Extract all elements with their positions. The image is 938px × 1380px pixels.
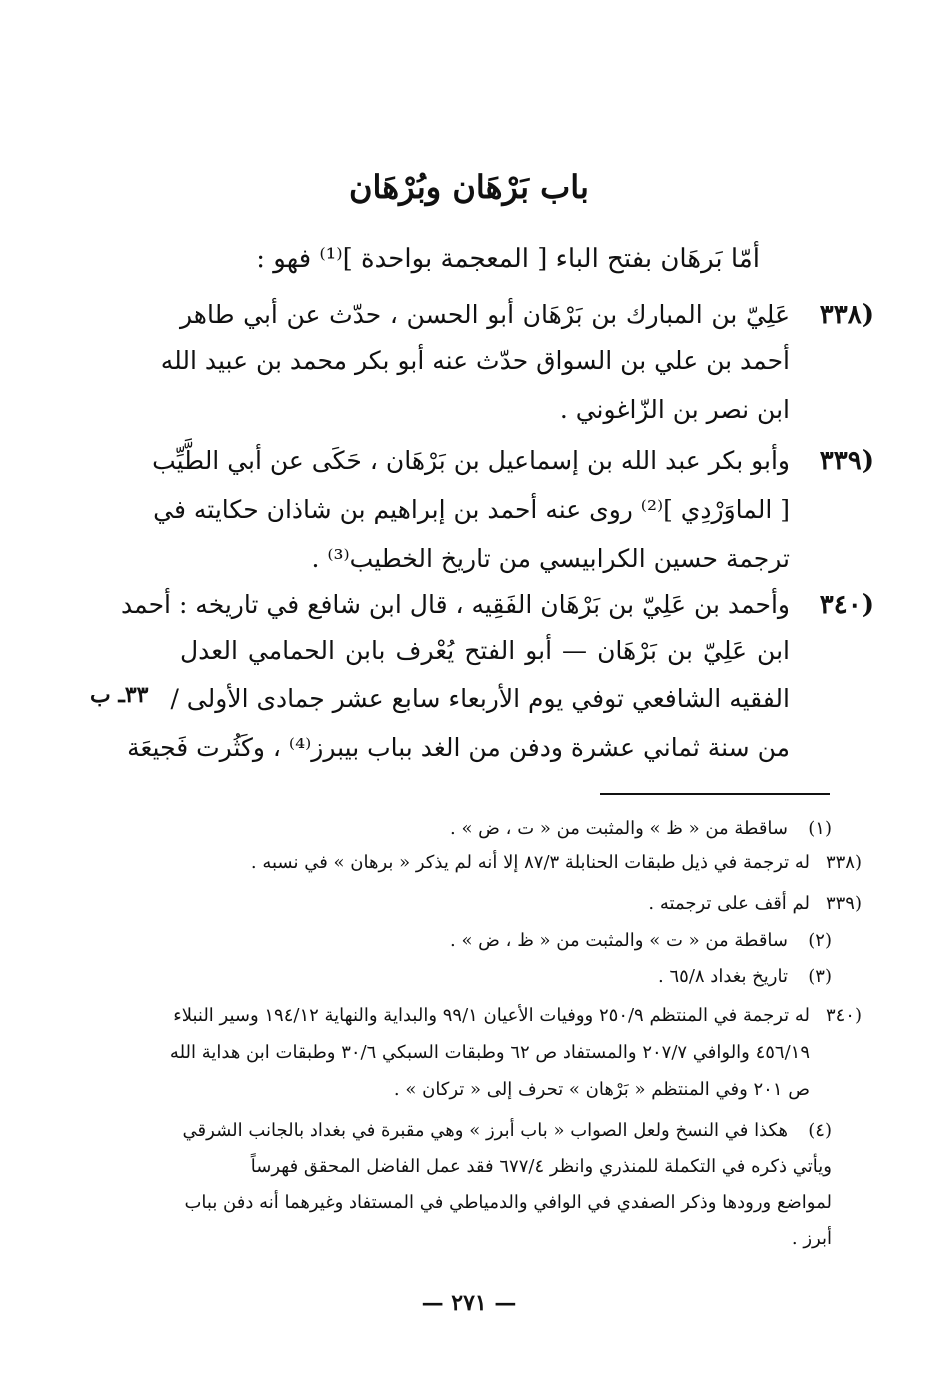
footnote-338 xyxy=(112,852,862,878)
footnote-number: (٣٣٨ xyxy=(825,852,862,873)
footnote-number: (٣٣٩ xyxy=(825,893,862,914)
footnote-line: له ترجمة في ذيل طبقات الحنابلة ٨٧/٣ إلا أنه لم يذكر « برهان » في نسبه . xyxy=(250,852,810,873)
footnote-number: (٢) xyxy=(808,930,832,951)
footnote-2 xyxy=(112,930,832,956)
entry-number: (٣٤٠ xyxy=(819,590,874,620)
footnote-line: ص ٢٠١ وفي المنتظم « بَرْهان » تحرف إلى « تركان » . xyxy=(393,1079,810,1100)
entry-line: ابن عَلِيّ بن بَرْهَان — أبو الفتح يُعْرف بابن الحمامي العدل xyxy=(180,636,790,665)
footnote-3 xyxy=(112,966,832,992)
entry-338 xyxy=(114,300,874,440)
footnote-divider xyxy=(600,793,830,795)
folio-margin-note: ٣٣ـ ب xyxy=(90,682,149,708)
footnote-line: أبرز . xyxy=(791,1228,832,1249)
footnote-line: ٤٥٦/١٩ والوافي ٢٠٧/٧ والمستفاد ص ٦٢ وطبقات السبكي ٣٠/٦ وطبقات ابن هداية الله xyxy=(169,1042,810,1063)
footnote-line: له ترجمة في المنتظم ٢٥٠/٩ ووفيات الأعيان ٩٩/١ والبداية والنهاية ١٩٤/١٢ وسير النبلاء xyxy=(173,1005,810,1026)
footnote-line: هكذا في النسخ ولعل الصواب « باب أبرز » وهي مقبرة في بغداد بالجانب الشرقي xyxy=(182,1120,788,1141)
footnote-340 xyxy=(112,1005,862,1100)
entry-line: من سنة ثماني عشرة ودفن من الغد بباب بيبرز⁽⁴⁾ ، وكَثُرت فَجيعَة xyxy=(127,733,790,762)
entry-line: وأبو بكر عبد الله بن إسماعيل بن بَرْهَان ، حَكَى عن أبي الطَّيِّب xyxy=(152,446,790,475)
footnote-line: تاريخ بغداد ٦٥/٨ . xyxy=(658,966,788,987)
entry-line: وأحمد بن عَلِيّ بن بَرْهَان الفَقِيه ، قال ابن شافع في تاريخه : أحمد xyxy=(121,590,790,619)
entry-line: [ الماوَرْدِي ]⁽²⁾ روى عنه أحمد بن إبراهيم بن شاذان حكايته في xyxy=(153,495,790,524)
entry-number: (٣٣٩ xyxy=(819,446,874,476)
footnote-4 xyxy=(112,1120,832,1260)
footnote-number: (٣٤٠ xyxy=(825,1005,862,1026)
footnote-line: لم أقف على ترجمته . xyxy=(648,893,810,914)
entry-number: (٣٣٨ xyxy=(819,300,874,330)
entry-line: عَلِيّ بن المبارك بن بَرْهَان أبو الحسن ، حدّث عن أبي طاهر xyxy=(180,300,790,329)
footnote-line: ويأتي ذكره في التكملة للمنذري وانظر ٦٧٧/٤ فقد عمل الفاضل المحقق فهرساً xyxy=(250,1156,832,1177)
entry-line: الفقيه الشافعي توفي يوم الأربعاء سابع عشر جمادى الأولى / xyxy=(170,684,790,713)
footnote-line: ساقطة من « ظ » والمثبت من « ت ، ض » . xyxy=(450,818,788,839)
entry-line: أحمد بن علي بن السواق حدّث عنه أبو بكر محمد بن عبيد الله xyxy=(160,346,790,375)
entry-line: ترجمة حسين الكرابيسي من تاريخ الخطيب⁽³⁾ . xyxy=(311,544,790,573)
footnote-line: لمواضع ورودها وذكر الصفدي في الوافي والدمياطي في المستفاد وغيرهما أنه دفن بباب xyxy=(184,1192,832,1213)
footnote-number: (١) xyxy=(808,818,832,839)
footnote-number: (٣) xyxy=(808,966,832,987)
footnote-line: ساقطة من « ت » والمثبت من « ظ ، ض » . xyxy=(450,930,788,951)
footnote-number: (٤) xyxy=(808,1120,832,1141)
footnote-1 xyxy=(112,818,832,844)
page-number: — ٢٧١ — xyxy=(421,1290,517,1316)
footnote-339 xyxy=(112,893,862,919)
intro-line: أمّا بَرهَان بفتح الباء [ المعجمة بواحدة ]⁽¹⁾ فهو : xyxy=(256,244,760,274)
entry-340 xyxy=(114,590,874,780)
entry-339 xyxy=(114,446,874,586)
entry-line: ابن نصر بن الزّاغوني . xyxy=(559,395,790,424)
chapter-title: باب بَرْهَان وبُرْهَان xyxy=(349,168,589,206)
